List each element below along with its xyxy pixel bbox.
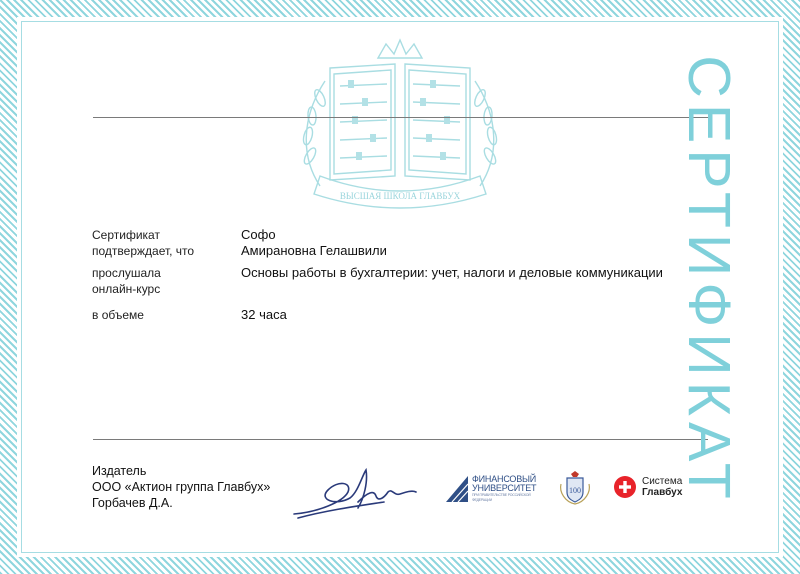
finuniver-sub: ПРИ ПРАВИТЕЛЬСТВЕ РОССИЙСКОЙ ФЕДЕРАЦИИ [472,493,531,502]
coat-of-arms-icon [557,470,593,506]
finuniver-line2: УНИВЕРСИТЕТ [472,483,537,493]
sistema-line1: Система [642,476,683,487]
volume-label: в объеме [92,308,144,322]
publisher-block [92,463,270,511]
course-hours: 32 часа [241,307,287,322]
bottom-divider [93,439,708,440]
sistema-glavbukh-logo [614,474,694,500]
sistema-plus-icon [614,476,636,498]
course-name: Основы работы в бухгалтерии: учет, налоги и деловые коммуникации [241,265,663,280]
recipient-name: Софо Амирановна Гелашвили [241,227,387,258]
certificate-side-title: СЕРТИФИКАТ [676,55,742,505]
financial-university-logo [444,474,549,504]
certifies-label: Сертификат подтверждает, что [92,228,195,258]
svg-text:100: 100 [569,486,581,495]
finuniver-line1: ФИНАНСОВЫЙ [472,474,537,484]
publisher-person: Горбачев Д.А. [92,496,173,510]
signature-icon [288,462,418,522]
sistema-line2: Главбух [642,487,683,498]
publisher-heading: Издатель [92,464,147,478]
emblem-ribbon-text: ВЫСШАЯ ШКОЛА ГЛАВБУХ [339,191,461,201]
publisher-company: ООО «Актион группа Главбух» [92,480,271,494]
completed-label: прослушала онлайн-курс [92,266,161,296]
school-emblem-icon [290,36,510,211]
top-divider [93,117,708,118]
finuniver-emblem-icon [444,474,470,504]
